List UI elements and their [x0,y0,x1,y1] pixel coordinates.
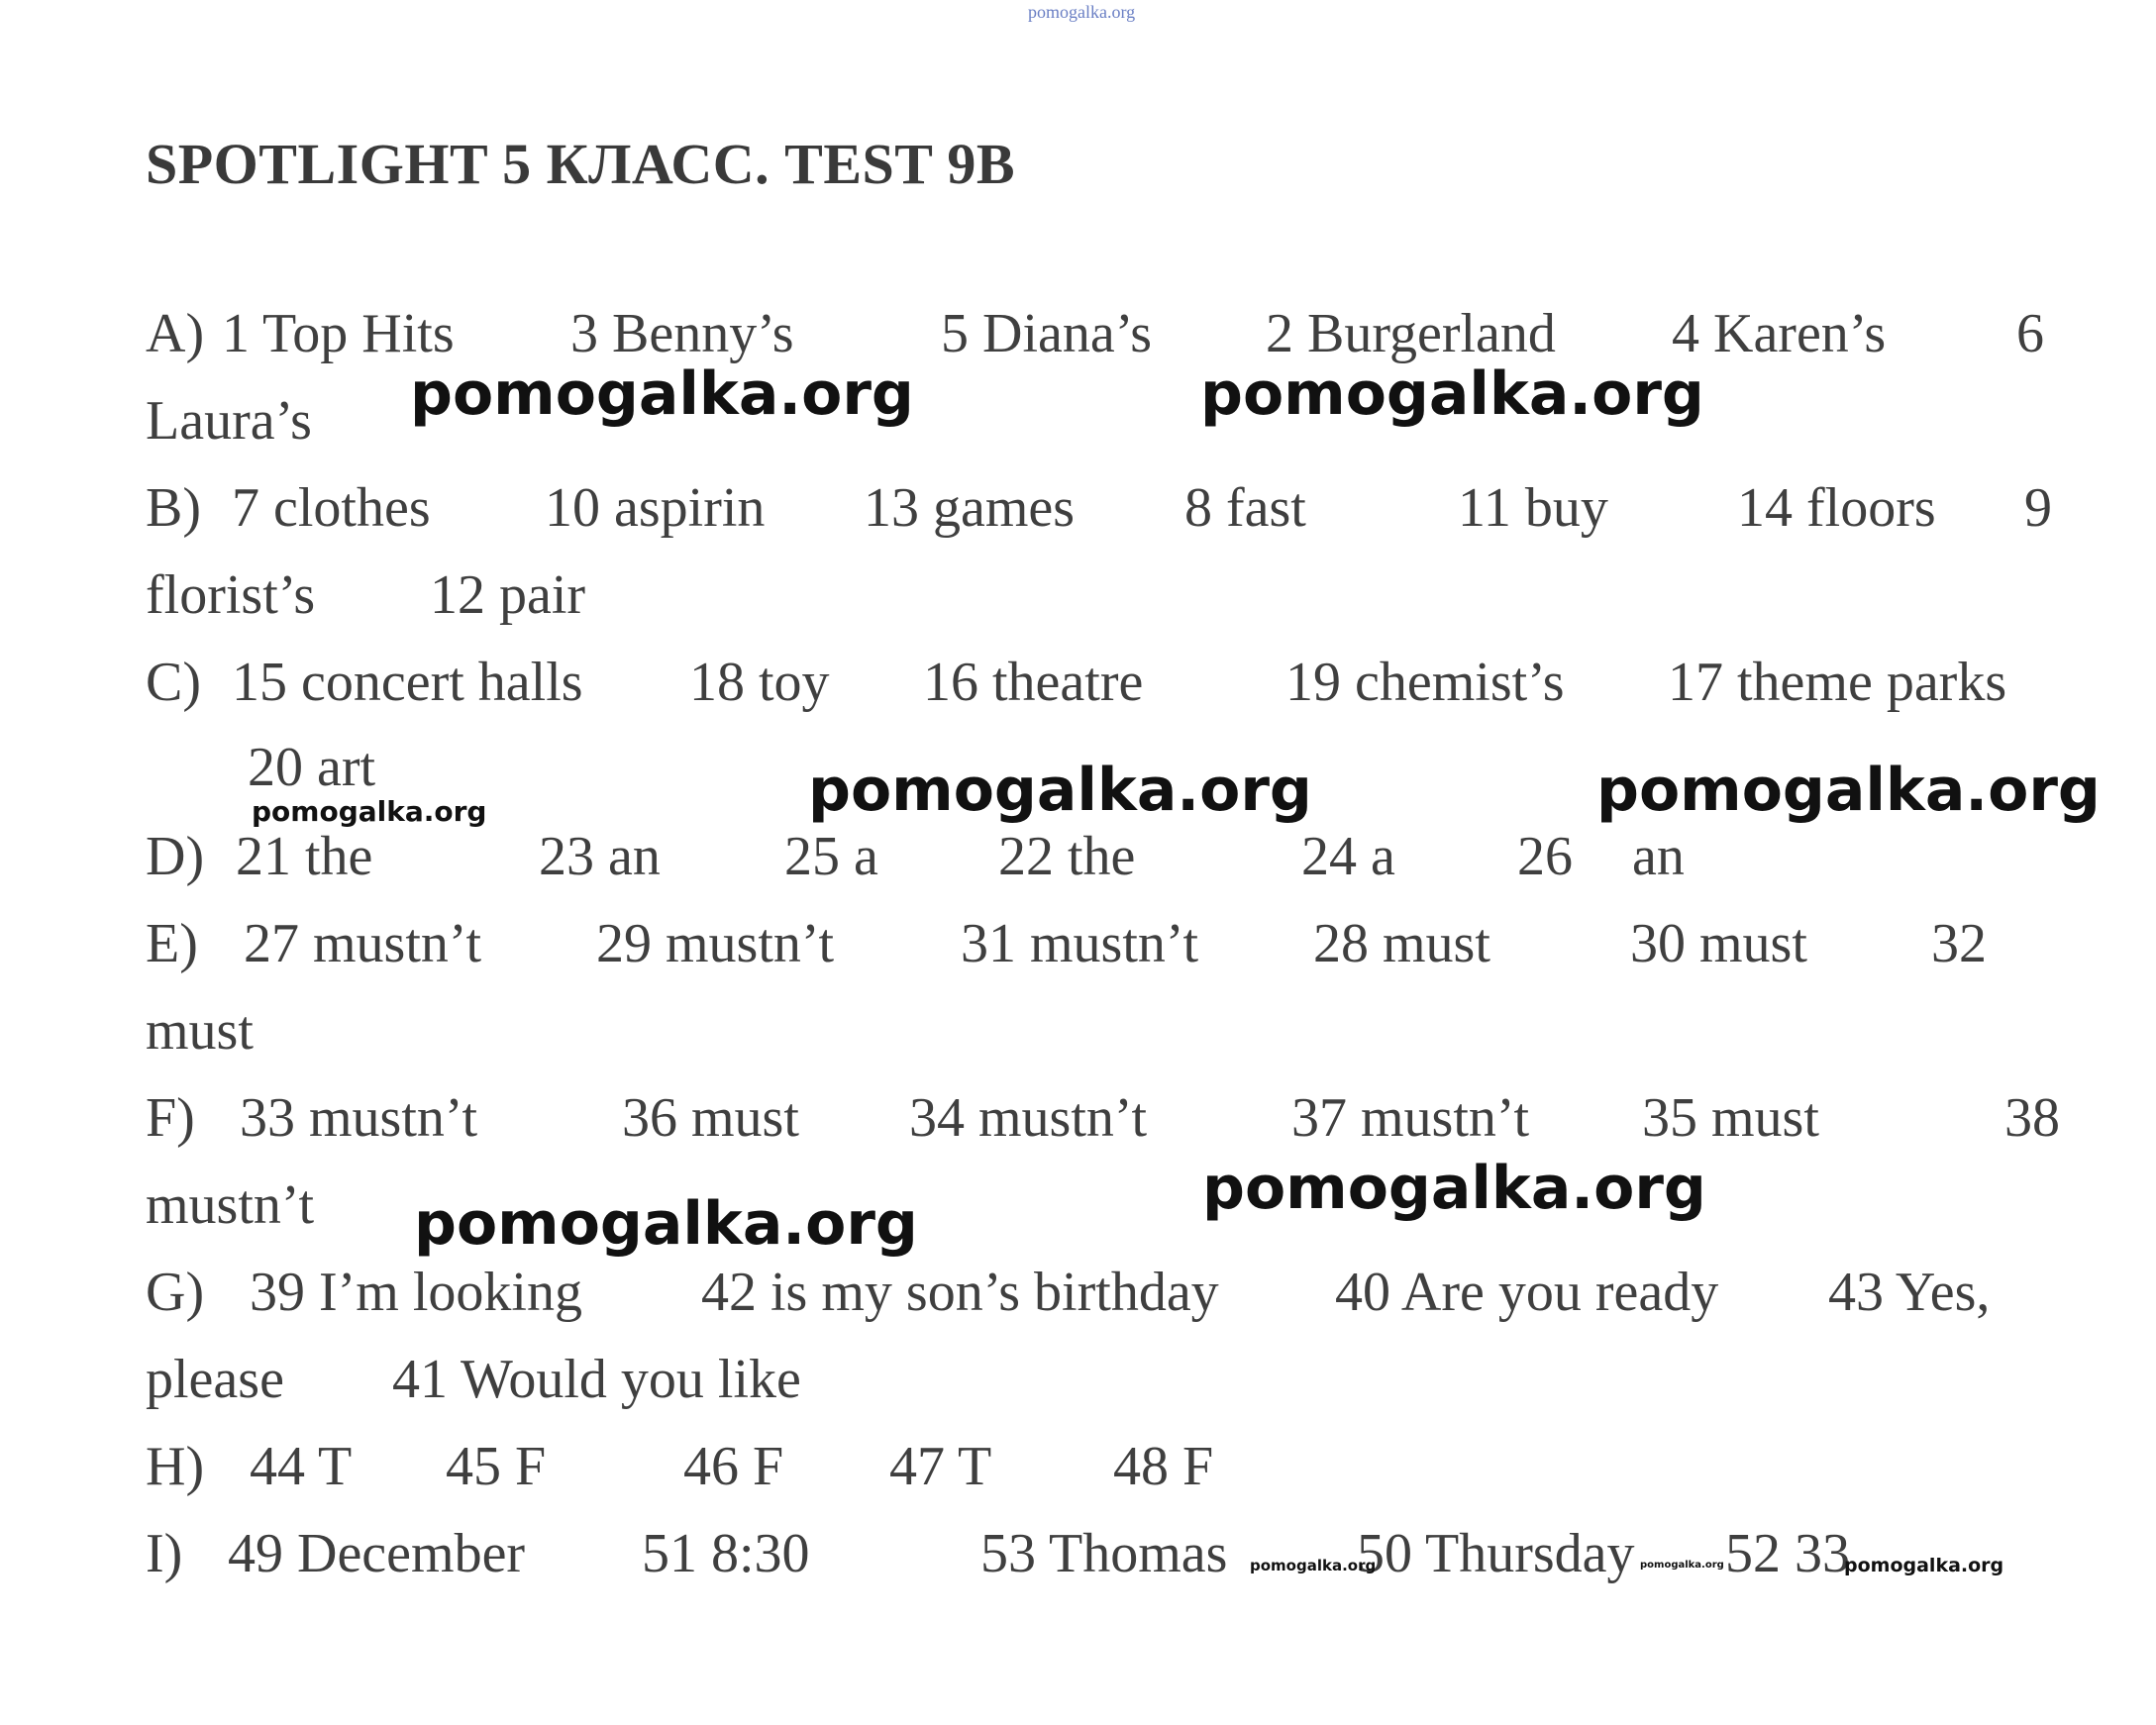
answer-item: 6 [2016,303,2044,364]
answer-item: 8 fast [1184,477,1306,539]
answer-item: 47 T [889,1436,992,1497]
watermark: pomogalka.org [1844,1555,2004,1576]
answer-item: 31 mustn’t [961,913,1199,974]
answer-item: 41 Would you like [392,1349,801,1410]
section-label: D) [146,826,205,887]
answer-item: 1 Top Hits [222,303,455,364]
answer-item: 28 must [1313,913,1490,974]
answer-item: 18 toy [689,652,830,713]
answer-item: 5 Diana’s [941,303,1153,364]
answer-item: 32 [1931,913,1987,974]
section-label: H) [146,1436,205,1497]
page-title: SPOTLIGHT 5 КЛАСС. TEST 9B [146,132,1016,196]
answer-item: 7 clothes [232,477,431,539]
watermark: pomogalka.org [1596,756,2101,825]
answer-item: florist’s [146,564,316,626]
answer-item: 48 F [1113,1436,1214,1497]
watermark: pomogalka.org [1250,1557,1377,1574]
answer-item: 34 mustn’t [909,1087,1148,1149]
answer-item: must [146,1000,254,1062]
answer-item: 33 mustn’t [240,1087,478,1149]
answer-item: 30 must [1630,913,1807,974]
answer-item: an [1632,826,1685,887]
header-watermark: pomogalka.org [1028,2,1136,22]
answer-item: 53 Thomas [980,1523,1228,1584]
answer-item: 13 games [864,477,1076,539]
answer-item: 25 a [784,826,878,887]
answer-item: 38 [2004,1087,2060,1149]
answer-item: 35 must [1642,1087,1819,1149]
answer-item: 26 [1517,826,1573,887]
watermark: pomogalka.org [1640,1560,1724,1571]
answer-item: 44 T [250,1436,353,1497]
answer-item: 42 is my son’s birthday [701,1262,1219,1323]
answer-item: 11 buy [1458,477,1608,539]
answer-item: 24 a [1301,826,1395,887]
answer-item: 16 theatre [923,652,1144,713]
answer-item: 51 8:30 [642,1523,810,1584]
section-label: E) [146,913,198,974]
answer-item: 46 F [683,1436,784,1497]
answer-item: 37 mustn’t [1291,1087,1530,1149]
answer-item: 4 Karen’s [1672,303,1887,364]
answer-item: 27 mustn’t [244,913,482,974]
section-label: F) [146,1087,195,1149]
answer-item: 10 aspirin [545,477,766,539]
section-label: C) [146,652,201,713]
section-label: I) [146,1523,183,1584]
answer-item: 52 33 [1725,1523,1850,1584]
answer-item: please [146,1349,284,1410]
answer-item: 15 concert halls [232,652,583,713]
watermark: pomogalka.org [808,756,1312,825]
answer-item: 40 Are you ready [1335,1262,1719,1323]
answer-item: 9 [2024,477,2052,539]
answer-item: 21 the [236,826,373,887]
answer-item: 22 the [998,826,1136,887]
answer-item: 17 theme parks [1668,652,2007,713]
answer-item: 19 chemist’s [1285,652,1565,713]
answer-item: 36 must [622,1087,799,1149]
section-label: B) [146,477,201,539]
watermark: pomogalka.org [410,359,914,429]
answer-item: 20 art [248,737,376,798]
answer-item: Laura’s [146,390,312,452]
answer-item: 45 F [446,1436,547,1497]
section-label: A) [146,303,205,364]
answer-item: 23 an [539,826,661,887]
answer-item: 50 Thursday [1357,1523,1635,1584]
answer-item: 2 Burgerland [1266,303,1556,364]
watermark: pomogalka.org [1200,359,1704,429]
answer-item: 43 Yes, [1828,1262,1991,1323]
answer-item: 49 December [228,1523,526,1584]
answer-item: mustn’t [146,1174,315,1236]
answer-item: 39 I’m looking [250,1262,582,1323]
answer-item: 12 pair [430,564,586,626]
answer-item: 29 mustn’t [596,913,835,974]
answer-item: 3 Benny’s [570,303,794,364]
answer-item: 14 floors [1737,477,1936,539]
section-label: G) [146,1262,205,1323]
watermark: pomogalka.org [1202,1154,1706,1223]
watermark: pomogalka.org [252,795,487,828]
watermark: pomogalka.org [414,1189,918,1259]
